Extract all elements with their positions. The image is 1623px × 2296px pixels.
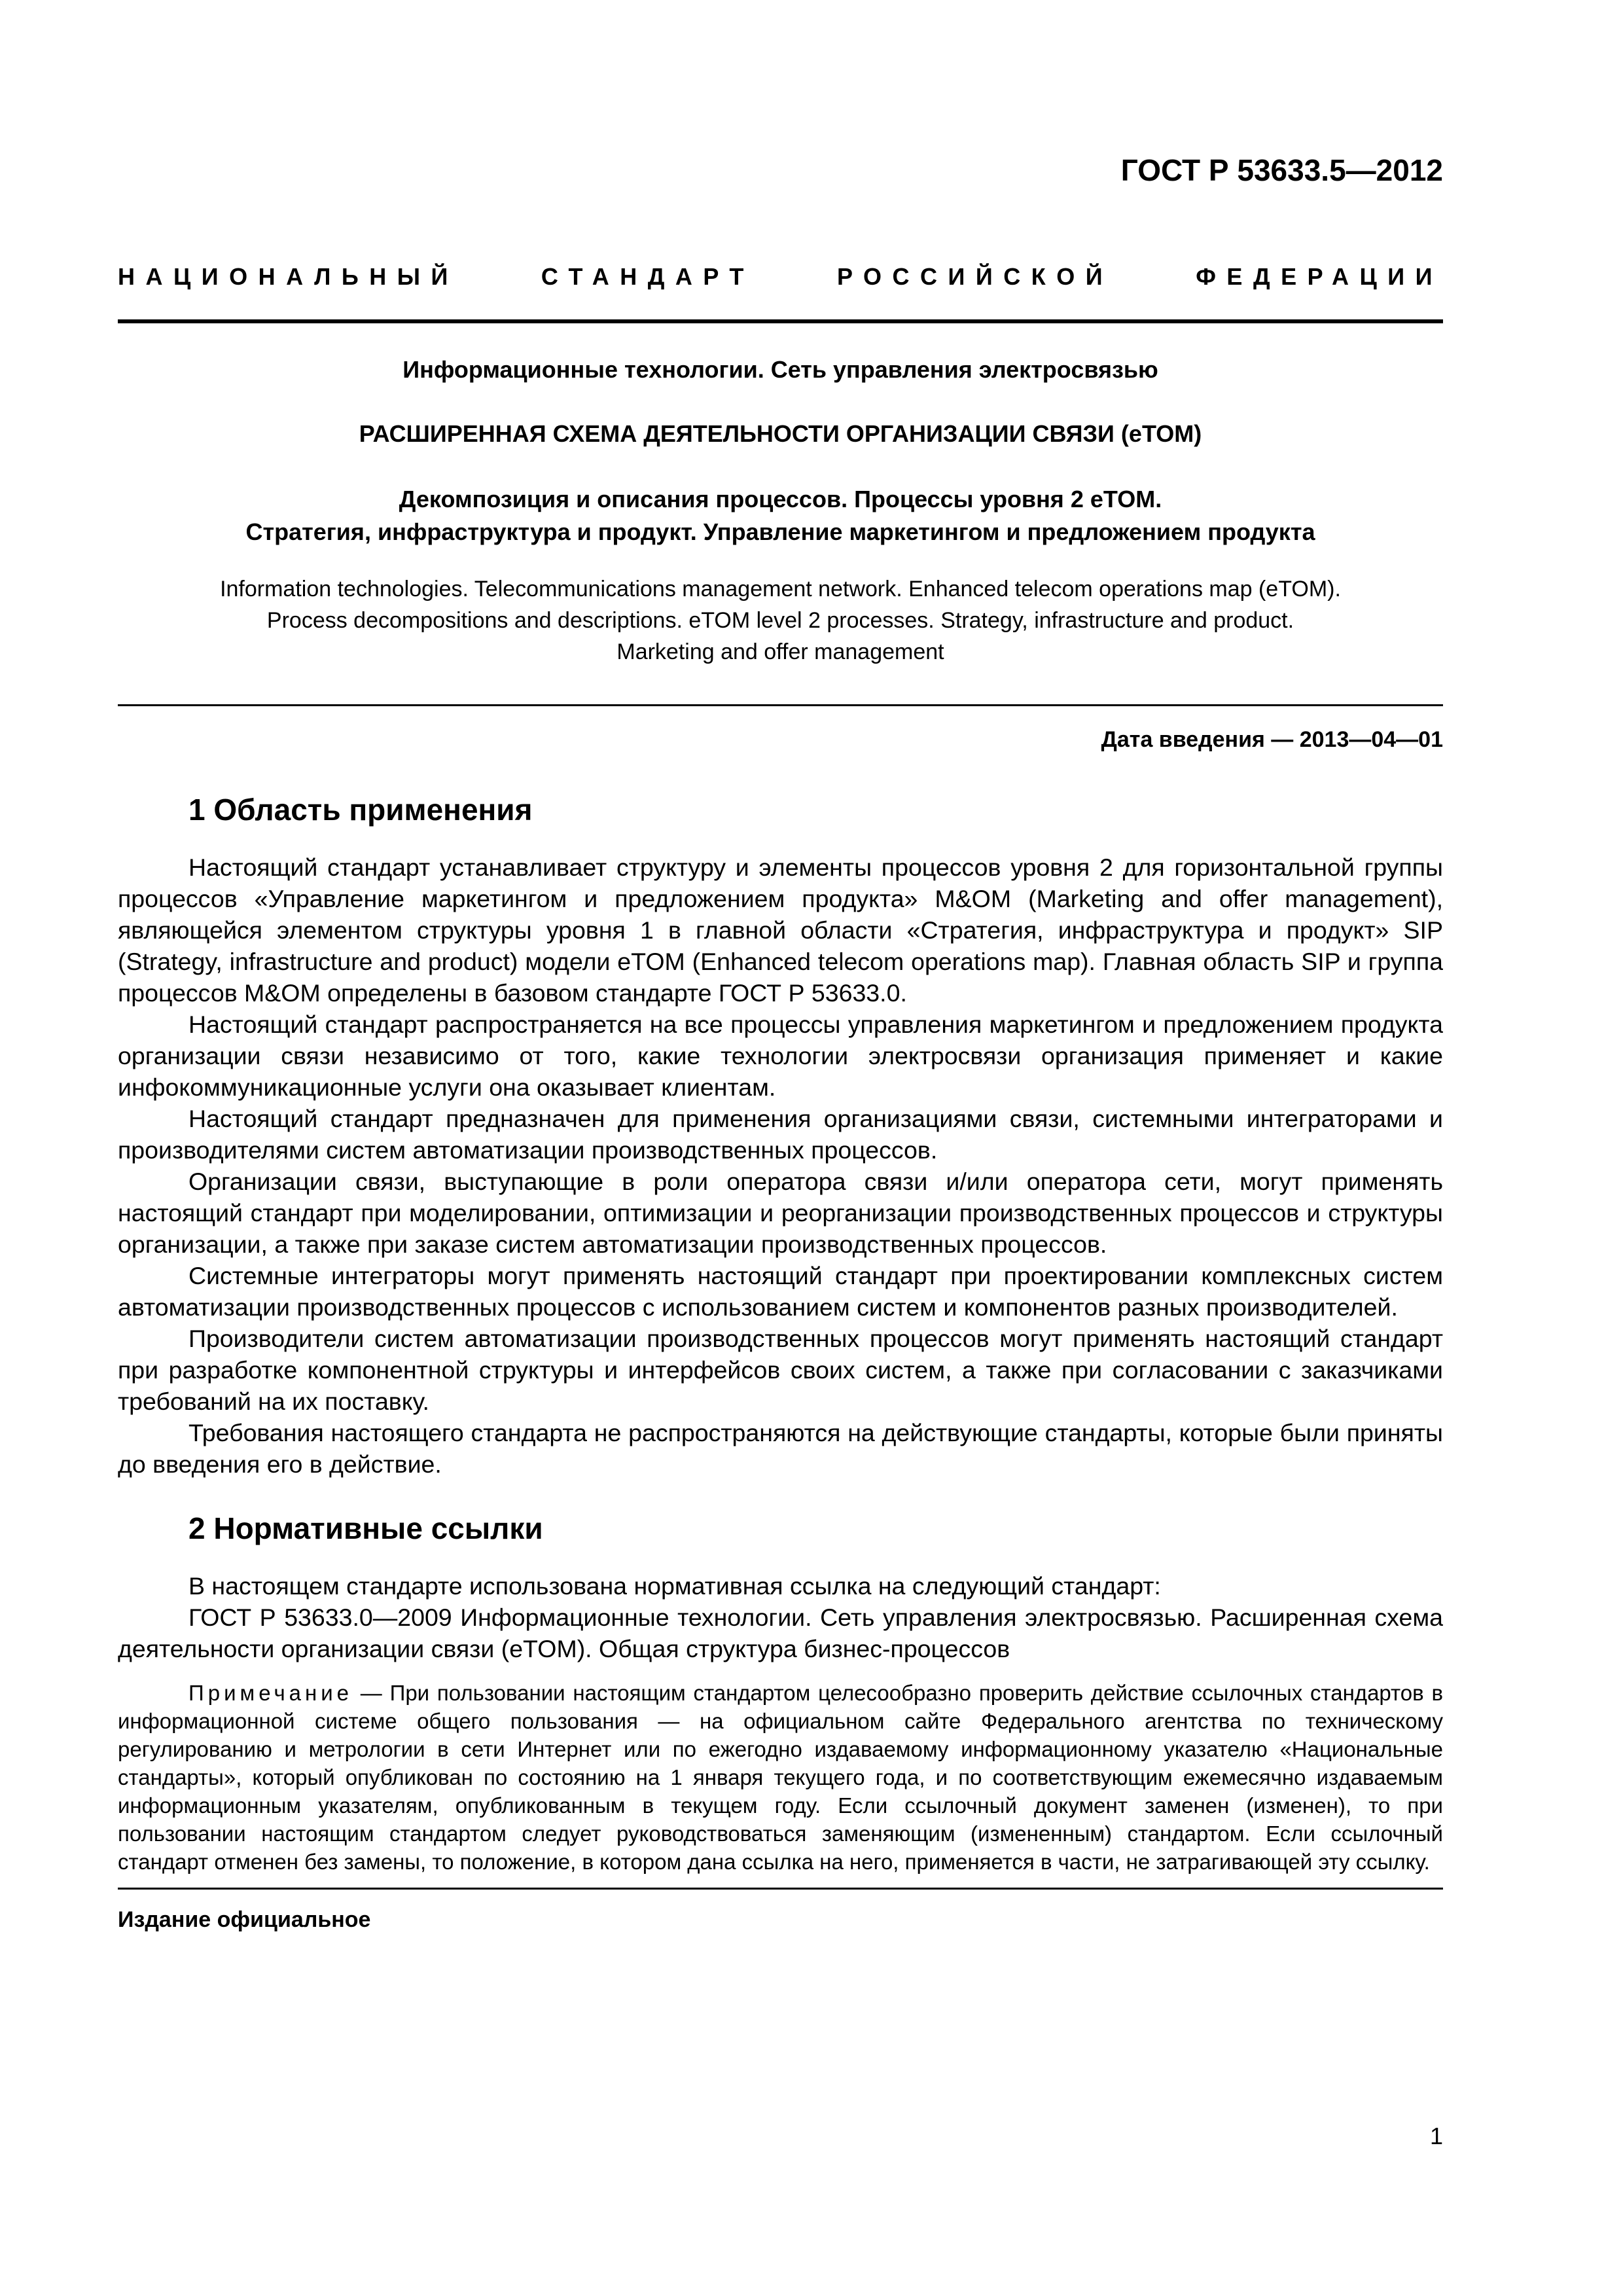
title-line-3a: Декомпозиция и описания процессов. Процессы уровня 2 eTOM. xyxy=(399,486,1162,512)
english-title-line-1: Information technologies. Telecommunications management network. Enhanced telecom operations map (eTOM). xyxy=(220,577,1341,601)
section-1-heading: 1 Область применения xyxy=(188,793,533,827)
national-standard-title: НАЦИОНАЛЬНЫЙ СТАНДАРТ РОССИЙСКОЙ ФЕДЕРАЦИИ xyxy=(118,263,1443,290)
section-1-paragraph: Производители систем автоматизации производственных процессов могут применять настоящий стандарт при разработке компонентной структуры и интерфейсов своих систем, а также при согласовании с заказчиками требований на их поставку. xyxy=(118,1325,1443,1415)
section-2-body xyxy=(118,1570,1443,1876)
official-edition-label: Издание официальное xyxy=(118,1907,371,1932)
footer-divider xyxy=(118,1888,1443,1890)
section-2-paragraph: В настоящем стандарте использована нормативная ссылка на следующий стандарт: xyxy=(188,1572,1161,1600)
english-title xyxy=(118,573,1443,668)
note-text: — При пользовании настоящим стандартом целесообразно проверить действие ссылочных стандартов в информационной системе общего пользования — на официальном сайте Федерального агентства по техническому регулированию и метрологии в сети Интернет или по ежегодно издаваемому информационному указателю «Национальные стандарты», который опубликован по состоянию на 1 января текущего года, и по соответствующим ежемесячно издаваемым информационным указателям, опубликованным в текущем году. Если ссылочный документ заменен (изменен), то при пользовании настоящим стандартом следует руководствоваться заменяющим (измененным) стандартом. Если ссылочный стандарт отменен без замены, то положение, в котором дана ссылка на него, применяется в части, не затрагивающей эту ссылку. xyxy=(118,1681,1443,1874)
title-line-1: Информационные технологии. Сеть управления электросвязью xyxy=(402,356,1158,383)
section-1-paragraph: Настоящий стандарт распространяется на все процессы управления маркетингом и предложением продукта организации связи независимо от того, какие технологии электросвязи организация применяет и какие инфокоммуникационные услуги она оказывает клиентам. xyxy=(118,1011,1443,1101)
standard-number: ГОСТ Р 53633.5—2012 xyxy=(1120,153,1443,187)
section-1-paragraph: Настоящий стандарт предназначен для применения организациями связи, системными интеграторами и производителями систем автоматизации производственных процессов. xyxy=(118,1105,1443,1164)
title-line-3 xyxy=(118,483,1443,548)
title-line-3b: Стратегия, инфраструктура и продукт. Управление маркетингом и предложением продукта xyxy=(245,518,1315,545)
introduction-date: Дата введения — 2013—04—01 xyxy=(1101,727,1443,752)
note xyxy=(118,1679,1443,1876)
english-title-line-2: Process decompositions and descriptions. eTOM level 2 processes. Strategy, infrastructure and product. xyxy=(266,608,1294,633)
section-1-paragraph: Организации связи, выступающие в роли оператора связи и/или оператора сети, могут применять настоящий стандарт при моделировании, оптимизации и реорганизации производственных процессов и структуры организации, а также при заказе систем автоматизации производственных процессов. xyxy=(118,1168,1443,1258)
page-content xyxy=(118,151,1443,1934)
note-label: Примечание xyxy=(188,1681,353,1705)
page-number: 1 xyxy=(1429,2123,1443,2149)
english-title-line-3: Marketing and offer management xyxy=(616,639,944,664)
title-divider xyxy=(118,704,1443,706)
section-1-body xyxy=(118,852,1443,1480)
section-1-paragraph: Системные интеграторы могут применять настоящий стандарт при проектировании комплексных систем автоматизации производственных процессов с использованием систем и компонентов разных производителей. xyxy=(118,1262,1443,1321)
header-divider xyxy=(118,319,1443,323)
section-2-heading: 2 Нормативные ссылки xyxy=(188,1511,543,1545)
normative-reference: ГОСТ Р 53633.0—2009 Информационные технологии. Сеть управления электросвязью. Расширенная схема деятельности организации связи (eTOM). Общая структура бизнес-процессов xyxy=(118,1604,1443,1662)
title-line-2: РАСШИРЕННАЯ СХЕМА ДЕЯТЕЛЬНОСТИ ОРГАНИЗАЦИИ СВЯЗИ (eTOM) xyxy=(359,420,1202,447)
section-1-paragraph: Настоящий стандарт устанавливает структуру и элементы процессов уровня 2 для горизонтальной группы процессов «Управление маркетингом и предложением продукта» M&OM (Marketing and offer management), являющейся элементом структуры уровня 1 в главной области «Стратегия, инфраструктура и продукт» SIP (Strategy, infrastructure and product) модели eTOM (Enhanced telecom operations map). Главная область SIP и группа процессов M&OM определены в базовом стандарте ГОСТ Р 53633.0. xyxy=(118,853,1443,1007)
section-1-paragraph: Требования настоящего стандарта не распространяются на действующие стандарты, которые были приняты до введения его в действие. xyxy=(118,1419,1443,1478)
